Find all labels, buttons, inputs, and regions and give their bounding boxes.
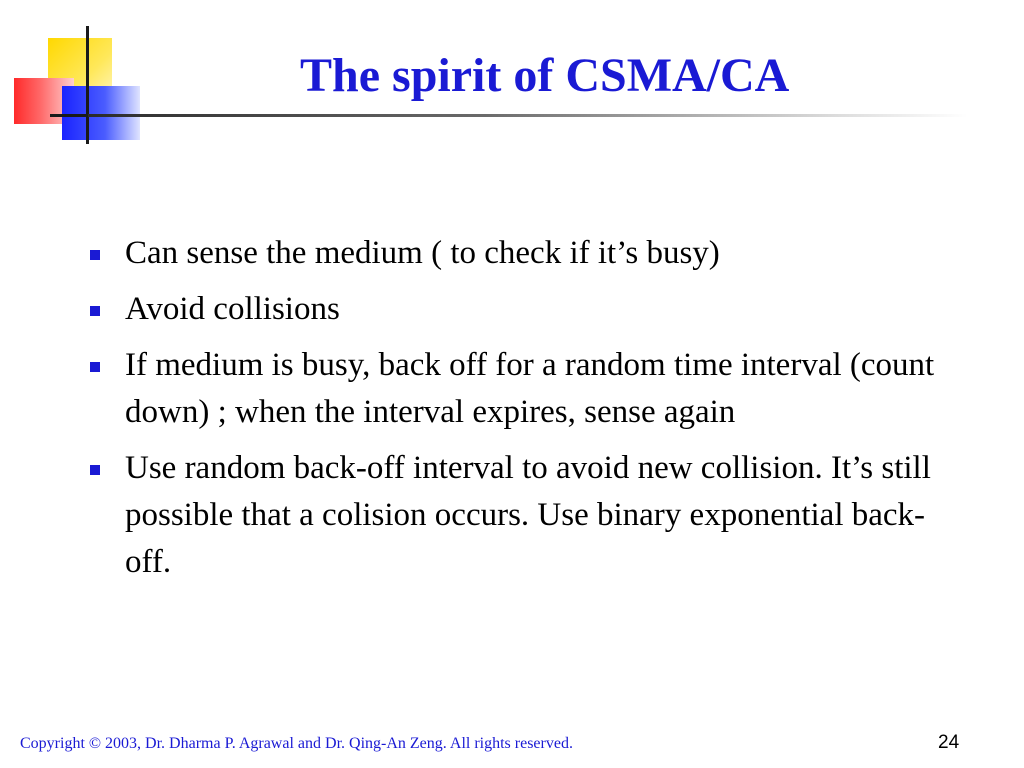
copyright-footer: Copyright © 2003, Dr. Dharma P. Agrawal and Dr. Qing-An Zeng. All rights reserved. [20, 735, 573, 752]
bullet-text: Avoid collisions [125, 291, 340, 327]
blue-square-bullet-icon [90, 362, 100, 372]
page-number: 24 [938, 732, 960, 753]
bullet-list [90, 230, 960, 595]
bullet-item [90, 286, 960, 333]
blue-square-bullet-icon [90, 250, 100, 260]
slide-title: The spirit of CSMA/CA [300, 49, 790, 102]
blue-square-bullet-icon [90, 306, 100, 316]
bullet-item [90, 342, 960, 436]
bullet-text: If medium is busy, back off for a random time interval (count down) ; when the interval expires, sense again [125, 347, 935, 430]
bullet-text: Can sense the medium ( to check if it’s busy) [125, 235, 720, 271]
slide-logo-decoration [0, 0, 150, 150]
blue-square-bullet-icon [90, 465, 100, 475]
logo-vertical-line [86, 26, 89, 144]
bullet-item [90, 230, 960, 277]
title-underline-rule [88, 114, 968, 117]
logo-blue-square [62, 86, 140, 140]
bullet-item [90, 445, 960, 586]
bullet-text: Use random back-off interval to avoid new collision. It’s still possible that a colision occurs. Use binary exponential back-off. [125, 450, 931, 580]
